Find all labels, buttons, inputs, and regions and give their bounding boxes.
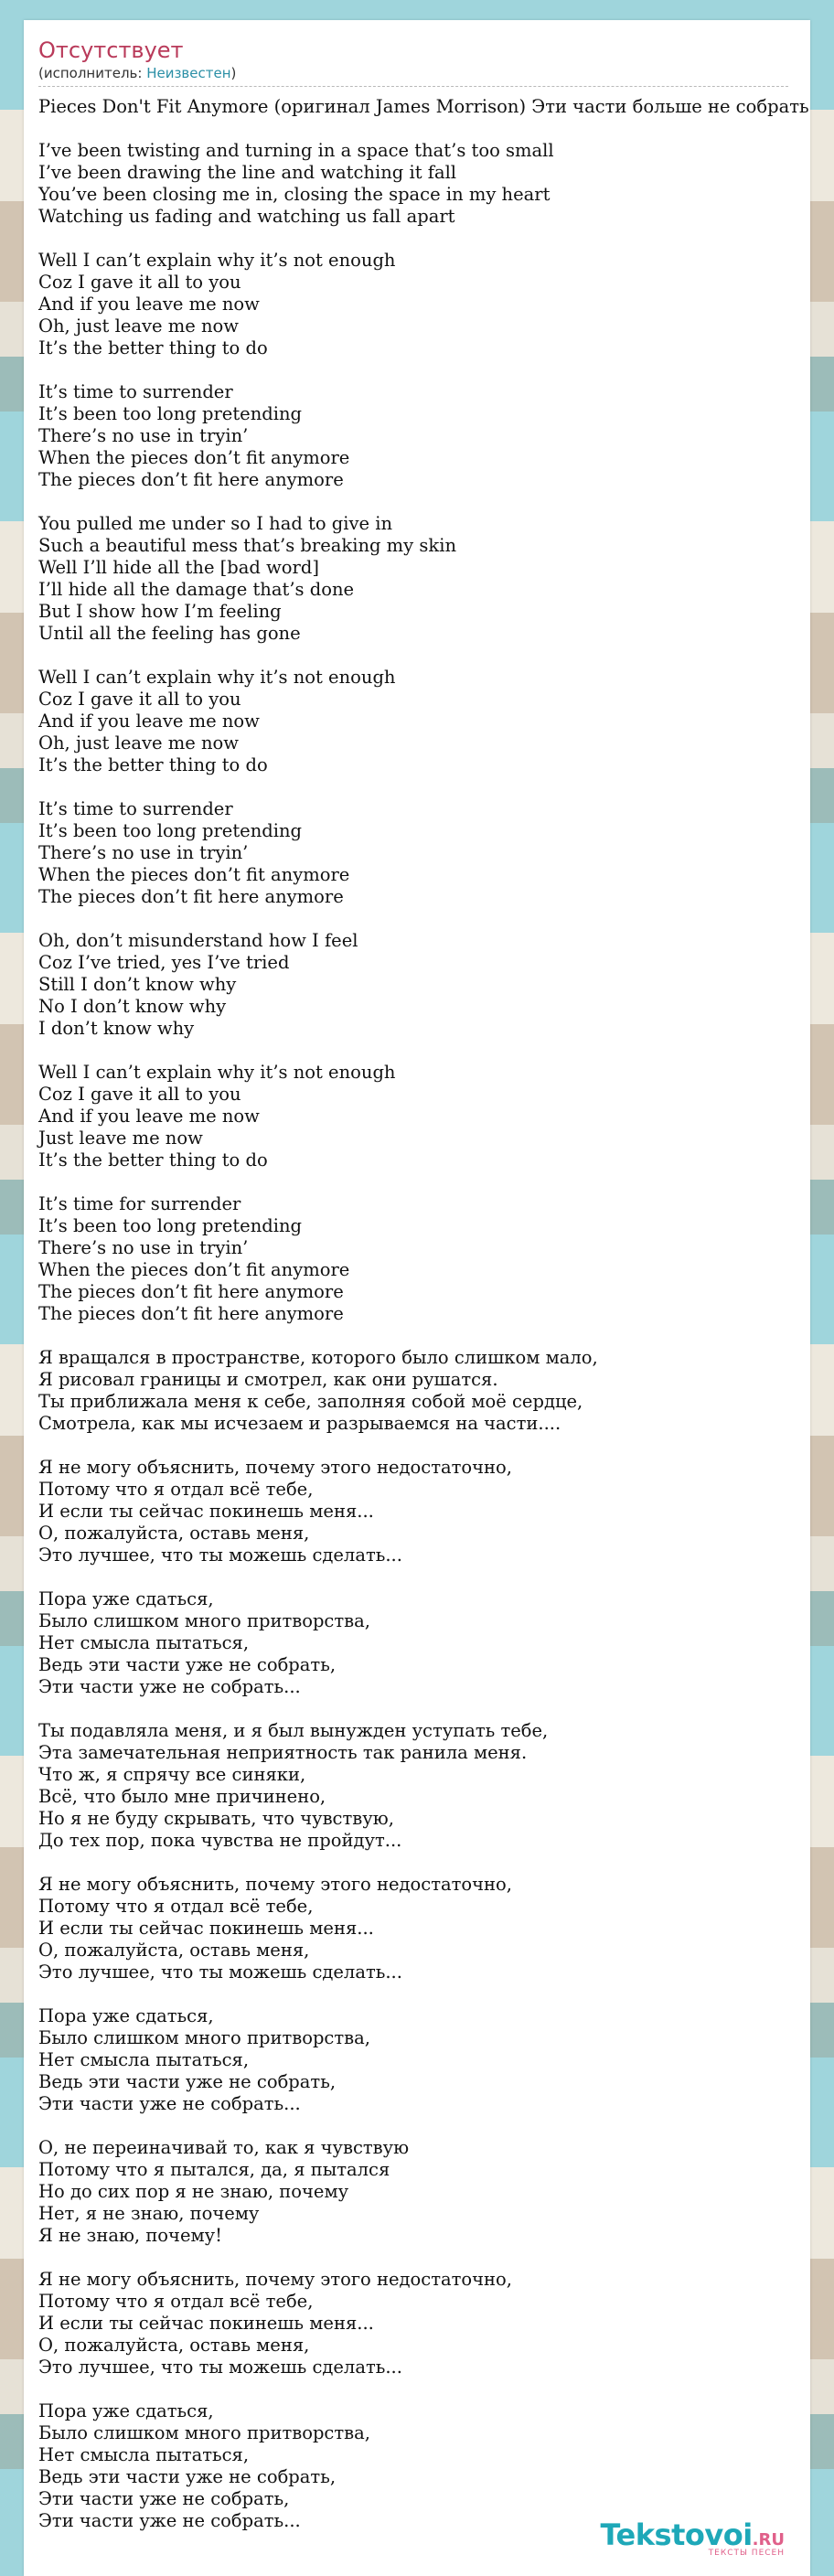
artist-line <box>38 64 788 87</box>
lyrics-line: It’s the better thing to do <box>38 754 268 775</box>
lyrics-line: I’ve been drawing the line and watching it fall <box>38 162 457 183</box>
lyrics-line: Потому что я отдал всё тебе, <box>38 2291 314 2312</box>
lyrics-line: Oh, just leave me now <box>38 315 239 337</box>
lyrics-line: It’s been too long pretending <box>38 1215 303 1236</box>
lyrics-line: It’s the better thing to do <box>38 1149 268 1170</box>
lyrics-line: Но до сих пор я не знаю, почему <box>38 2181 349 2202</box>
lyrics-line: Ведь эти части уже не собрать, <box>38 2466 337 2487</box>
lyrics-line: Coz I gave it all to you <box>38 1084 241 1105</box>
lyrics-line: И если ты сейчас покинешь меня... <box>38 2313 374 2334</box>
lyrics-line: Well I can’t explain why it’s not enough <box>38 1062 396 1083</box>
lyrics-line: Нет смысла пытаться, <box>38 2049 250 2070</box>
lyrics-line: It’s time for surrender <box>38 1193 241 1214</box>
lyrics-line: Until all the feeling has gone <box>38 623 301 644</box>
lyrics-line: The pieces don’t fit here anymore <box>38 1281 344 1302</box>
song-header <box>24 20 810 87</box>
lyrics-stanza <box>38 2269 810 2378</box>
lyrics-line: И если ты сейчас покинешь меня... <box>38 1918 374 1939</box>
lyrics-line: It’s time to surrender <box>38 381 233 402</box>
stanza-list <box>38 140 810 2532</box>
lyrics-line: When the pieces don’t fit anymore <box>38 1259 350 1280</box>
lyrics-stanza <box>38 1588 810 1698</box>
lyrics-line: Пора уже сдаться, <box>38 1588 214 1609</box>
lyrics-line: Я не могу объяснить, почему этого недостаточно, <box>38 1457 512 1478</box>
logo-tagline: ТЕКСТЫ ПЕСЕН <box>708 2549 785 2558</box>
lyrics-line: Эти части уже не собрать... <box>38 1676 301 1697</box>
lyrics-line: I’ve been twisting and turning in a space that’s too small <box>38 140 554 161</box>
lyrics-line: До тех пор, пока чувства не пройдут... <box>38 1830 402 1851</box>
lyrics-stanza <box>38 250 810 359</box>
lyrics-line: О, пожалуйста, оставь меня, <box>38 1523 310 1544</box>
lyrics-stanza <box>38 1874 810 1983</box>
lyrics-stanza <box>38 140 810 228</box>
lyrics-stanza <box>38 1062 810 1171</box>
lyrics-line: When the pieces don’t fit anymore <box>38 447 350 468</box>
lyrics-stanza <box>38 1193 810 1325</box>
logo-domain: .RU <box>752 2530 785 2549</box>
lyrics-line: Still I don’t know why <box>38 974 237 995</box>
lyrics-line: Я не знаю, почему! <box>38 2225 222 2246</box>
lyrics-stanza <box>38 1457 810 1566</box>
lyrics-line: Just leave me now <box>38 1128 203 1149</box>
lyrics-line: Было слишком много притворства, <box>38 2422 370 2443</box>
lyrics-line: Было слишком много притворства, <box>38 2027 370 2048</box>
lyrics-line: Я вращался в пространстве, которого было слишком мало, <box>38 1347 598 1368</box>
lyrics-line: You’ve been closing me in, closing the space in my heart <box>38 184 551 205</box>
lyrics-line: There’s no use in tryin’ <box>38 842 249 863</box>
lyrics-line: You pulled me under so I had to give in <box>38 513 393 534</box>
lyrics-line: Well I’ll hide all the [bad word] <box>38 557 319 578</box>
lyrics-line: It’s the better thing to do <box>38 337 268 358</box>
lyrics-line: Эти части уже не собрать... <box>38 2093 301 2114</box>
lyrics-line: Нет, я не знаю, почему <box>38 2203 260 2224</box>
artist-prefix: (исполнитель: <box>38 65 147 81</box>
lyrics-line: Это лучшее, что ты можешь сделать... <box>38 1961 402 1983</box>
site-logo[interactable] <box>600 2517 785 2558</box>
lyrics-heading: Pieces Don't Fit Anymore (оригинал James Morrison) Эти части больше не собрать <box>38 96 809 117</box>
lyrics-line: Нет смысла пытаться, <box>38 1632 250 1653</box>
lyrics-line: Что ж, я спрячу все синяки, <box>38 1764 306 1785</box>
artist-suffix: ) <box>230 65 237 81</box>
lyrics-line: I’ll hide all the damage that’s done <box>38 579 355 600</box>
lyrics-stanza <box>38 381 810 491</box>
lyrics-line: Было слишком много притворства, <box>38 1610 370 1631</box>
lyrics-line: And if you leave me now <box>38 1106 260 1127</box>
song-title: Отсутствует <box>38 37 184 63</box>
lyrics-stanza <box>38 513 810 645</box>
lyrics-line: Потому что я отдал всё тебе, <box>38 1479 314 1500</box>
lyrics-line: Coz I gave it all to you <box>38 689 241 710</box>
lyrics-stanza <box>38 1720 810 1852</box>
lyrics-line: О, пожалуйста, оставь меня, <box>38 1940 310 1961</box>
lyrics-card <box>24 20 810 2576</box>
lyrics-line: Но я не буду скрывать, что чувствую, <box>38 1808 394 1829</box>
lyrics-line: И если ты сейчас покинешь меня... <box>38 1501 374 1522</box>
lyrics-stanza <box>38 2005 810 2115</box>
lyrics-line: Эти части уже не собрать, <box>38 2488 290 2509</box>
lyrics-line: Я рисовал границы и смотрел, как они рушатся. <box>38 1369 498 1390</box>
lyrics-line: Всё, что было мне причинено, <box>38 1786 326 1807</box>
lyrics-stanza <box>38 930 810 1040</box>
lyrics-body <box>24 87 810 2532</box>
lyrics-line: Such a beautiful mess that’s breaking my skin <box>38 535 457 556</box>
lyrics-line: Coz I’ve tried, yes I’ve tried <box>38 952 290 973</box>
artist-link[interactable]: Неизвестен <box>146 65 231 81</box>
lyrics-line: Эти части уже не собрать... <box>38 2510 301 2531</box>
lyrics-line: I don’t know why <box>38 1018 195 1039</box>
lyrics-line: Эта замечательная неприятность так ранила меня. <box>38 1742 528 1763</box>
lyrics-line: Oh, just leave me now <box>38 732 239 754</box>
lyrics-line: Это лучшее, что ты можешь сделать... <box>38 1545 402 1566</box>
lyrics-line: Ведь эти части уже не собрать, <box>38 2071 337 2092</box>
lyrics-line: Пора уже сдаться, <box>38 2400 214 2421</box>
lyrics-line: Ты приближала меня к себе, заполняя собой моё сердце, <box>38 1391 583 1412</box>
lyrics-line: Потому что я отдал всё тебе, <box>38 1896 314 1917</box>
lyrics-line: О, не переиначивай то, как я чувствую <box>38 2137 410 2158</box>
lyrics-stanza <box>38 667 810 776</box>
lyrics-line: Coz I gave it all to you <box>38 272 241 293</box>
lyrics-line: The pieces don’t fit here anymore <box>38 1303 344 1324</box>
lyrics-line: It’s been too long pretending <box>38 403 303 424</box>
lyrics-line: Well I can’t explain why it’s not enough <box>38 667 396 688</box>
lyrics-stanza <box>38 2400 810 2532</box>
lyrics-line: There’s no use in tryin’ <box>38 425 249 446</box>
lyrics-line: It’s been too long pretending <box>38 820 303 841</box>
lyrics-line: Пора уже сдаться, <box>38 2005 214 2026</box>
lyrics-line: О, пожалуйста, оставь меня, <box>38 2335 310 2356</box>
lyrics-line: No I don’t know why <box>38 996 227 1017</box>
lyrics-line: The pieces don’t fit here anymore <box>38 469 344 490</box>
lyrics-line: And if you leave me now <box>38 294 260 315</box>
lyrics-line: Нет смысла пытаться, <box>38 2444 250 2465</box>
lyrics-line: Я не могу объяснить, почему этого недостаточно, <box>38 2269 512 2290</box>
lyrics-line: Watching us fading and watching us fall apart <box>38 206 455 227</box>
lyrics-line: Well I can’t explain why it’s not enough <box>38 250 396 271</box>
lyrics-line: There’s no use in tryin’ <box>38 1237 249 1258</box>
lyrics-stanza <box>38 798 810 908</box>
lyrics-line: And if you leave me now <box>38 711 260 732</box>
lyrics-line: Смотрела, как мы исчезаем и разрываемся на части.... <box>38 1413 561 1434</box>
lyrics-line: Ты подавляла меня, и я был вынужден уступать тебе, <box>38 1720 549 1741</box>
lyrics-stanza <box>38 1347 810 1435</box>
lyrics-line: Oh, don’t misunderstand how I feel <box>38 930 358 951</box>
logo-wordmark: Tekstovoi <box>600 2517 753 2552</box>
lyrics-line: Я не могу объяснить, почему этого недостаточно, <box>38 1874 512 1895</box>
lyrics-line: The pieces don’t fit here anymore <box>38 886 344 907</box>
lyrics-stanza <box>38 2137 810 2247</box>
lyrics-line: Это лучшее, что ты можешь сделать... <box>38 2357 402 2378</box>
lyrics-line: Потому что я пытался, да, я пытался <box>38 2159 390 2180</box>
lyrics-line: When the pieces don’t fit anymore <box>38 864 350 885</box>
lyrics-line: But I show how I’m feeling <box>38 601 282 622</box>
lyrics-line: Ведь эти части уже не собрать, <box>38 1654 337 1675</box>
lyrics-line: It’s time to surrender <box>38 798 233 819</box>
